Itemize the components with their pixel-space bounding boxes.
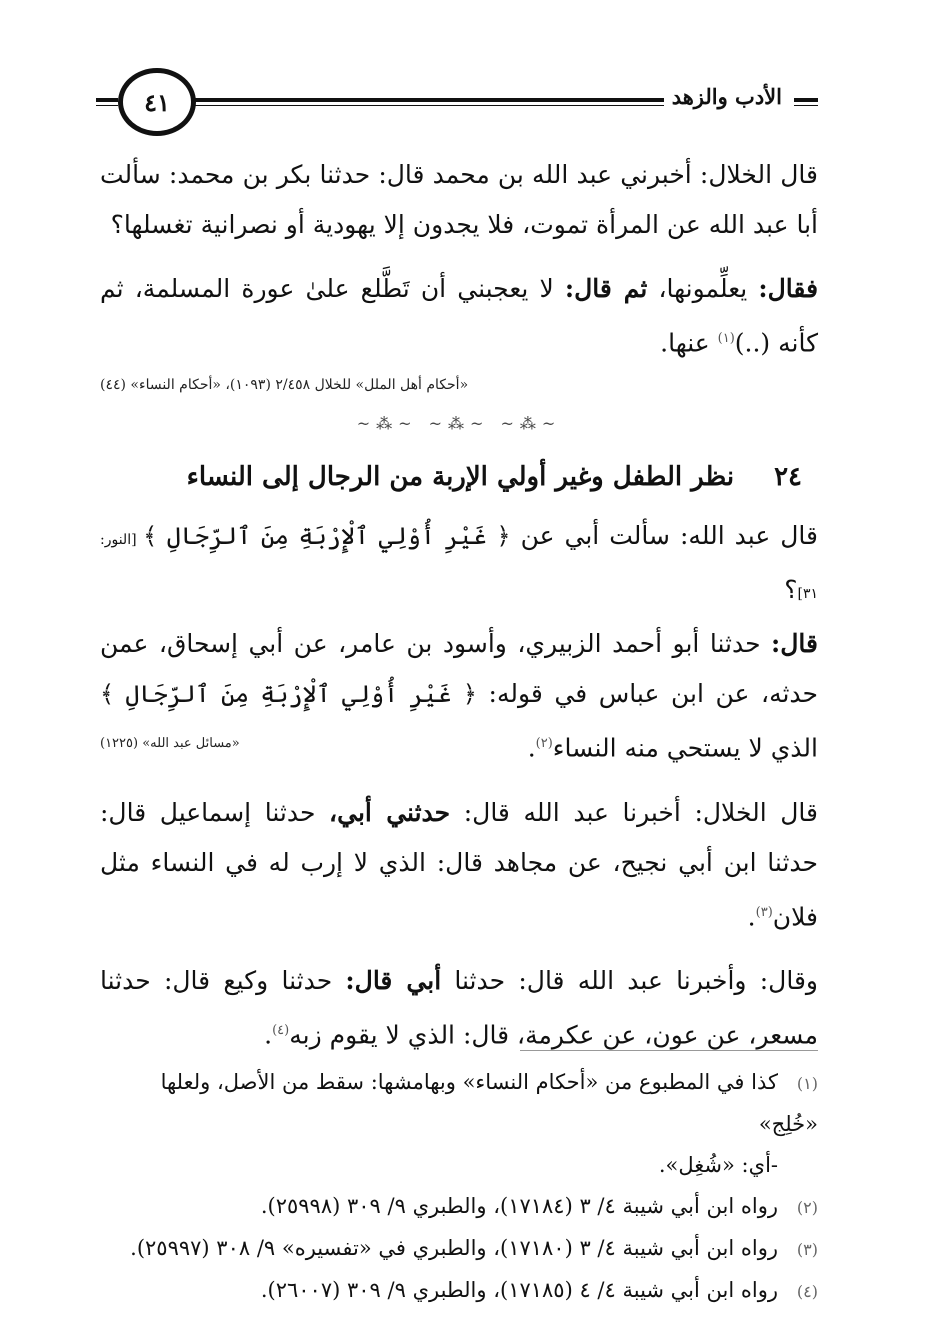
running-title: الأدب والزهد [664,80,790,114]
paragraph-5 [100,788,818,942]
footnote-ref: (١) [717,331,735,346]
page-number: ٤١ [144,87,170,117]
speaker-label: حدثني أبي، [329,797,451,827]
footnote-2 [100,1186,818,1228]
text-segment: قال عبد الله: سألت أبي عن [510,521,818,551]
header-rule-left-thin [96,105,118,106]
text-segment: حدثنا أبو أحمد الزبيري، وأسود بن عامر، عن أبي إسحاق، عمن حدثه، عن ابن عباس في قوله: [100,629,819,709]
paragraph-1: قال الخلال: أخبرني عبد الله بن محمد قال: حدثنا بكر بن محمد: سألت أبا عبد الله عن المرأة تموت، فلا يجدون إلا يهودية أو نصرانية تغسلها؟ [100,160,818,239]
text-segment: وقال: وأخبرنا عبد الله قال: حدثنا [441,965,818,995]
text-segment: حدثنا إسماعيل قال: حدثنا ابن أبي نجيح، عن مجاهد قال: الذي لا إرب له في النساء مثل فلان [100,797,818,931]
paragraph-2 [100,264,818,368]
footnote-text: رواه ابن أبي شيبة ٤/ ٣ (١٧١٨٤)، والطبري ٩/ ٣٠٩ (٢٥٩٩٨). [260,1194,778,1218]
text-segment: يعلِّمونها، [647,274,759,303]
footnote-3 [100,1228,818,1270]
text-segment: حدثنا وكيع قال: حدثنا مسعر، عن عون، عن عكرمة، قال: الذي لا يقوم زبه [100,965,818,1050]
footnote-number: (٣) [796,1240,818,1259]
text-segment: . [527,733,536,763]
text-segment: قال الخلال: أخبرنا عبد الله قال: [450,797,818,827]
footnote-ref: (٤) [272,1022,290,1038]
source-citation: «أحكام أهل الملل» للخلال ٢/٤٥٨ (١٠٩٣)، «أحكام النساء» (٤٤) [100,377,469,394]
text-segment: ؟ [784,575,798,605]
text-segment: لا يعجبني أن تَطَّلع علىٰ عورة المسلمة، ثم كأنه (..) [100,274,818,358]
page-number-oval [118,68,196,136]
header-rule-left [96,98,118,102]
footnote-4 [100,1270,818,1312]
text-segment: . [264,1020,273,1050]
speaker-label: أبي قال: [345,965,442,995]
footnotes [100,1062,818,1312]
footnote-1 [100,1062,818,1145]
footnote-number: (٤) [796,1282,818,1301]
footnote-1-continuation: -أي: «شُغِل». [658,1153,778,1177]
footnote-text: رواه ابن أبي شيبة ٤/ ٣ (١٧١٨٠)، والطبري في «تفسيره» ٩/ ٣٠٨ (٢٥٩٩٧). [130,1236,778,1260]
page-header [96,62,818,142]
speaker-label: قال: [771,629,818,659]
header-rule [156,98,668,102]
source-citation: «مسائل عبد الله» (١٢٢٥) [100,736,240,752]
section-heading [100,453,818,501]
paragraph-6 [100,956,818,1060]
speaker-label: ثم قال: [564,274,648,303]
paragraph-4 [100,619,818,773]
footnote-text: كذا في المطبوع من «أحكام النساء» وبهامشها: سقط من الأصل، ولعلها «خُلِج» [160,1070,818,1136]
header-rule-thin [156,105,668,106]
footnote-ref: (٣) [755,904,773,920]
header-rule-right-thin [794,105,818,106]
footnote-number: (٢) [796,1198,818,1217]
quran-quote: ﴿ غَيْرِ أُوْلِي ٱلْإِرْبَةِ مِنَ ٱلرِّجَالِ ﴾ [100,680,477,709]
section-divider-ornament: ~⁂~ ~⁂~ ~⁂~ [356,414,562,434]
text-segment: عنها. [660,328,718,358]
text-segment: الذي لا يستحي منه النساء [552,733,818,763]
section-number: ٢٤ [774,462,802,493]
footnote-number: (١) [796,1074,818,1093]
paragraph-3 [100,511,818,619]
section-title: نظر الطفل وغير أولي الإربة من الرجال إلى النساء [186,462,735,493]
text-segment: . [747,901,756,931]
footnote-ref: (٢) [535,736,553,752]
page-body [100,150,818,1060]
header-rule-right [794,98,818,102]
footnote-text: رواه ابن أبي شيبة ٤/ ٤ (١٧١٨٥)، والطبري ٩/ ٣٠٩ (٢٦٠٠٧). [260,1278,778,1302]
speaker-label: فقال: [758,274,819,303]
sura-reference: [النور: ٣١] [100,532,818,603]
footnote-separator [520,1050,818,1051]
quran-quote: ﴿ غَيْرِ أُوْلِي ٱلْإِرْبَةِ مِنَ ٱلرِّجَالِ ﴾ [143,522,511,551]
